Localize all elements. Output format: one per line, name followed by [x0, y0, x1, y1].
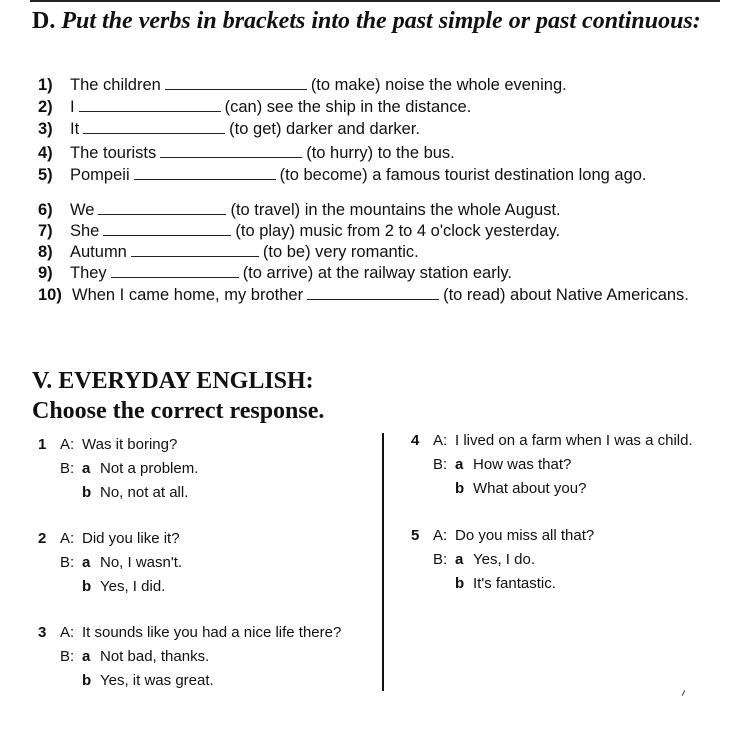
option-a-row[interactable]	[38, 551, 182, 575]
option-b-row[interactable]	[38, 575, 182, 599]
exercise-number: 7)	[38, 222, 53, 240]
option-b-row[interactable]	[38, 669, 341, 693]
exercise-number: 3)	[38, 120, 53, 138]
speaker-b-label: B:	[60, 648, 75, 665]
top-rule	[30, 0, 720, 2]
column-divider	[382, 433, 384, 691]
dialogue-question: I lived on a farm when I was a child.	[455, 432, 693, 449]
exercise-after: (to play) music from 2 to 4 o'clock yesterday.	[235, 222, 561, 240]
dialogue-question: Did you like it?	[82, 530, 180, 547]
option-letter: b	[82, 484, 92, 501]
answer-blank[interactable]	[98, 200, 226, 215]
speaker-a-label: A:	[60, 530, 75, 547]
option-text: How was that?	[473, 456, 572, 473]
option-text: Yes, it was great.	[100, 672, 214, 689]
exercise-before: She	[70, 222, 100, 240]
exercise-after: (to travel) in the mountains the whole August.	[230, 201, 561, 219]
exercise-item	[38, 75, 567, 95]
dialogue-question: Was it boring?	[82, 436, 178, 453]
option-letter: b	[82, 672, 92, 689]
speaker-a-label: A:	[60, 624, 75, 641]
option-b-row[interactable]	[411, 477, 693, 501]
exercise-number: 2)	[38, 98, 53, 116]
answer-blank[interactable]	[131, 242, 259, 257]
dialogue-item	[38, 527, 182, 599]
exercise-before: It	[70, 120, 80, 138]
option-text: Not bad, thanks.	[100, 648, 210, 665]
exercise-number: 10)	[38, 286, 62, 304]
answer-blank[interactable]	[307, 285, 439, 300]
exercise-after: (to hurry) to the bus.	[306, 144, 455, 162]
dialogue-number: 3	[38, 624, 47, 641]
dialogue-number: 5	[411, 527, 420, 544]
exercise-item	[38, 263, 512, 283]
option-text: Not a problem.	[100, 460, 199, 477]
exercise-before: When I came home, my brother	[72, 286, 304, 304]
option-text: No, I wasn't.	[100, 554, 183, 571]
section-d-heading	[32, 6, 732, 37]
speaker-b-label: B:	[433, 551, 448, 568]
exercise-item	[38, 97, 471, 117]
speaker-b-label: B:	[60, 460, 75, 477]
answer-blank[interactable]	[79, 97, 221, 112]
exercise-item	[38, 165, 647, 185]
option-letter: b	[455, 575, 465, 592]
option-text: What about you?	[473, 480, 587, 497]
speaker-a-label: A:	[433, 527, 448, 544]
section-d-letter: D.	[32, 8, 56, 34]
speaker-b-label: B:	[433, 456, 448, 473]
option-letter: a	[455, 456, 464, 473]
exercise-after: (to be) very romantic.	[262, 243, 419, 261]
exercise-after: (to get) darker and darker.	[229, 120, 420, 138]
option-text: It's fantastic.	[473, 575, 556, 592]
option-a-row[interactable]	[411, 453, 693, 477]
speaker-a-label: A:	[60, 436, 75, 453]
exercise-number: 6)	[38, 201, 53, 219]
dialogue-item	[411, 429, 693, 501]
answer-blank[interactable]	[103, 221, 231, 236]
exercise-item	[38, 119, 420, 139]
answer-blank[interactable]	[165, 75, 307, 90]
exercise-item	[38, 221, 560, 241]
exercise-before: The tourists	[70, 144, 157, 162]
answer-blank[interactable]	[83, 119, 225, 134]
exercise-number: 5)	[38, 166, 53, 184]
exercise-before: The children	[70, 76, 161, 94]
exercise-item	[38, 285, 689, 305]
exercise-after: (to make) noise the whole evening.	[310, 76, 567, 94]
exercise-number: 4)	[38, 144, 53, 162]
option-letter: a	[82, 554, 91, 571]
dialogue-number: 4	[411, 432, 420, 449]
exercise-after: (to arrive) at the railway station early.	[242, 264, 512, 282]
option-letter: a	[82, 648, 91, 665]
exercise-after: (can) see the ship in the distance.	[224, 98, 472, 116]
option-letter: a	[455, 551, 464, 568]
option-a-row[interactable]	[411, 548, 594, 572]
option-b-row[interactable]	[38, 481, 198, 505]
option-b-row[interactable]	[411, 572, 594, 596]
dialogue-question: Do you miss all that?	[455, 527, 595, 544]
speaker-b-label: B:	[60, 554, 75, 571]
option-text: Yes, I do.	[473, 551, 535, 568]
exercise-item	[38, 242, 419, 262]
option-letter: b	[455, 480, 465, 497]
exercise-number: 1)	[38, 76, 53, 94]
section-v-subtitle: Choose the correct response.	[32, 398, 325, 424]
exercise-before: We	[70, 201, 95, 219]
dialogue-question: It sounds like you had a nice life there?	[82, 624, 342, 641]
option-a-row[interactable]	[38, 645, 341, 669]
option-text: Yes, I did.	[100, 578, 166, 595]
exercise-item	[38, 143, 455, 163]
exercise-after: (to read) about Native Americans.	[443, 286, 689, 304]
dialogue-number: 2	[38, 530, 47, 547]
option-text: No, not at all.	[100, 484, 189, 501]
exercise-before: Pompeii	[70, 166, 130, 184]
dialogue-number: 1	[38, 436, 47, 453]
speaker-a-label: A:	[433, 432, 448, 449]
answer-blank[interactable]	[111, 263, 239, 278]
exercise-before: They	[70, 264, 107, 282]
answer-blank[interactable]	[160, 143, 302, 158]
exercise-number: 9)	[38, 264, 53, 282]
exercise-number: 8)	[38, 243, 53, 261]
exercise-after: (to become) a famous tourist destination long ago.	[279, 166, 647, 184]
section-d-instruction: Put the verbs in brackets into the past simple or past continuous:	[61, 8, 701, 34]
answer-blank[interactable]	[134, 165, 276, 180]
exercise-before: Autumn	[70, 243, 127, 261]
pen-mark	[682, 690, 685, 696]
dialogue-item	[38, 621, 341, 693]
exercise-item	[38, 200, 561, 220]
option-a-row[interactable]	[38, 457, 198, 481]
section-v-title: V. EVERYDAY ENGLISH:	[32, 368, 314, 394]
dialogue-item	[38, 433, 198, 505]
dialogue-item	[411, 524, 594, 596]
option-letter: a	[82, 460, 91, 477]
option-letter: b	[82, 578, 92, 595]
exercise-before: I	[70, 98, 75, 116]
